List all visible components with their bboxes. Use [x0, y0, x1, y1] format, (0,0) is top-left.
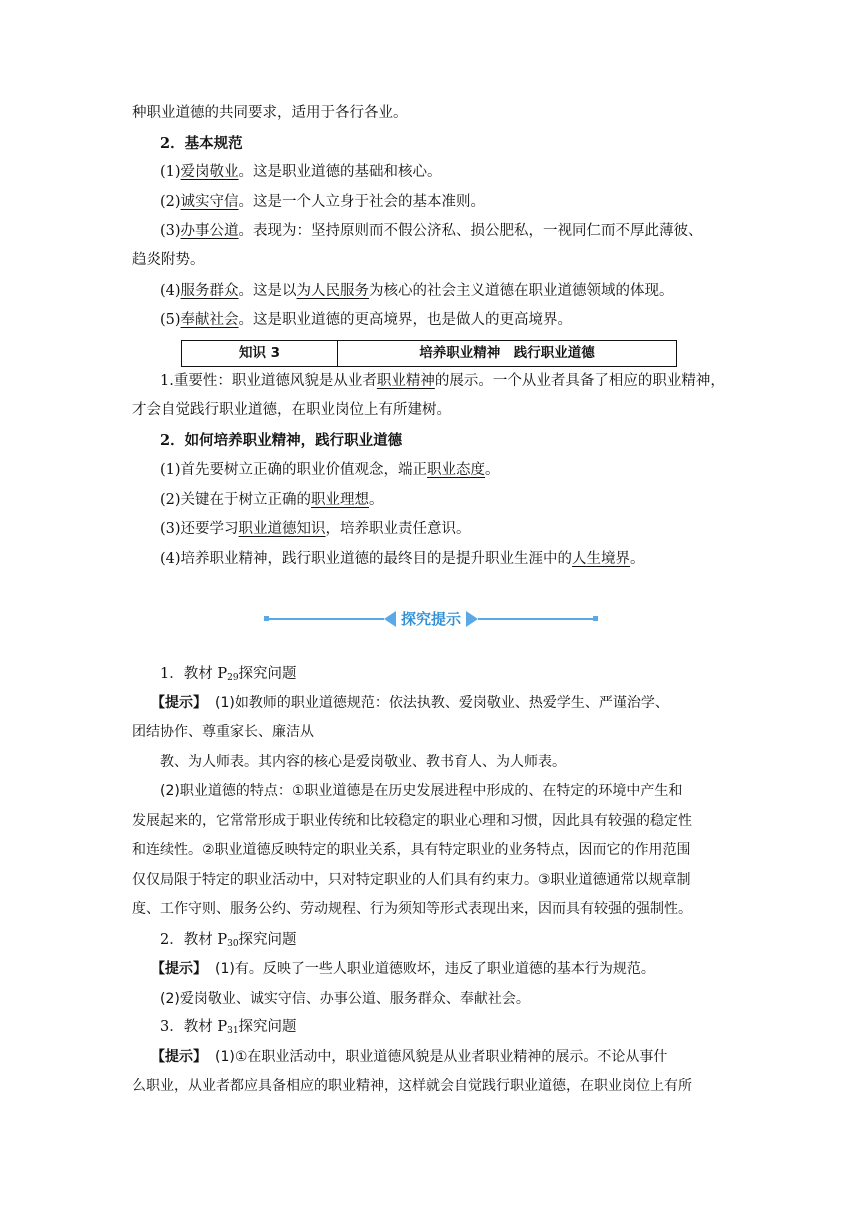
knowledge-table — [181, 340, 677, 367]
norm-item-3-continuation: 趋炎附势。 — [132, 252, 205, 268]
norm-item-1: (1)爱岗敬业。这是职业道德的基础和核心。 — [160, 164, 442, 180]
question-3-tip-line2: 么职业，从业者都应具备相应的职业精神，这样就会自觉践行职业道德，在职业岗位上有所 — [132, 1078, 692, 1094]
tip-tag: 【提示】 — [151, 695, 207, 711]
triangle-right-icon — [466, 611, 478, 627]
underlined-term: 职业态度 — [427, 462, 486, 478]
importance-continuation: 才会自觉践行职业道德，在职业岗位上有所建树。 — [132, 402, 451, 418]
question-1-title: 1．教材 $P_{29}$探究问题 — [160, 666, 297, 683]
underlined-term: 职业道德知识 — [238, 521, 326, 537]
underlined-term: 奉献社会 — [180, 312, 239, 328]
tip-tag: 【提示】 — [151, 961, 207, 977]
norm-item-2: (2)诚实守信。这是一个人立身于社会的基本准则。 — [160, 194, 486, 210]
knowledge-number: 知识 3 — [182, 341, 338, 366]
question-1-part2-line3: 和连续性。②职业道德反映特定的职业关系，具有特定职业的业务特点，因而它的作用范围 — [132, 842, 691, 858]
how-item-2: (2)关键在于树立正确的职业理想。 — [160, 492, 384, 508]
question-1-tip: 【提示】 (1)如教师的职业道德规范：依法执教、爱岗敬业、热爱学生、严谨治学、 — [151, 695, 669, 711]
section-banner — [264, 608, 598, 630]
banner-rule-right — [478, 618, 598, 620]
norm-item-5: (5)奉献社会。这是职业道德的更高境界，也是做人的更高境界。 — [160, 312, 573, 328]
triangle-left-icon — [384, 611, 396, 627]
underlined-term: 办事公道 — [180, 223, 239, 239]
question-2-title: 2．教材 $P_{30}$探究问题 — [160, 932, 297, 949]
subheading-how-to: 2．如何培养职业精神，践行职业道德 — [160, 432, 403, 449]
banner-rule-left — [264, 618, 384, 620]
underlined-term: 服务群众 — [180, 283, 239, 299]
question-1-tip-line3: 教、为人师表。其内容的核心是爱岗敬业、教书育人、为人师表。 — [160, 754, 566, 770]
question-1-tip-line2: 团结协作、尊重家长、廉洁从 — [132, 724, 314, 740]
knowledge-title: 培养职业精神 践行职业道德 — [419, 345, 595, 361]
question-1-part2-line5: 度、工作守则、服务公约、劳动规程、行为须知等形式表现出来，因而具有较强的强制性。 — [132, 901, 692, 917]
importance-paragraph: 1.重要性：职业道德风貌是从业者职业精神的展示。一个从业者具备了相应的职业精神， — [160, 373, 725, 389]
underlined-term: 职业精神 — [376, 373, 435, 389]
banner-title: 探究提示 — [400, 610, 461, 628]
norm-item-4: (4)服务群众。这是以为人民服务为核心的社会主义道德在职业道德领域的体现。 — [160, 283, 674, 299]
question-3-tip: 【提示】 (1)①在职业活动中，职业道德风貌是从业者职业精神的展示。不论从事什 — [151, 1049, 668, 1065]
how-item-3: (3)还要学习职业道德知识，培养职业责任意识。 — [160, 521, 471, 537]
how-item-4: (4)培养职业精神，践行职业道德的最终目的是提升职业生涯中的人生境界。 — [160, 551, 645, 567]
question-2-part2: (2)爱岗敬业、诚实守信、办事公道、服务群众、奉献社会。 — [160, 991, 530, 1007]
how-item-1: (1)首先要树立正确的职业价值观念，端正职业态度。 — [160, 462, 500, 478]
question-1-part2-line1: (2)职业道德的特点：①职业道德是在历史发展进程中形成的、在特定的环境中产生和 — [160, 783, 683, 799]
question-1-part2-line2: 发展起来的，它常常形成于职业传统和比较稳定的职业心理和习惯，因此具有较强的稳定性 — [132, 813, 692, 829]
question-2-tip: 【提示】 (1)有。反映了一些人职业道德败坏，违反了职业道德的基本行为规范。 — [151, 961, 655, 977]
underlined-term: 诚实守信 — [180, 194, 239, 210]
underlined-term: 爱岗敬业 — [180, 164, 239, 180]
norm-item-3: (3)办事公道。表现为：坚持原则而不假公济私、损公肥私，一视同仁而不厚此薄彼、 — [160, 223, 703, 239]
question-3-title: 3．教材 $P_{31}$探究问题 — [160, 1019, 297, 1036]
underlined-term: 职业理想 — [311, 492, 370, 508]
underlined-term: 为人民服务 — [296, 283, 370, 299]
subheading-basic-norms: 2．基本规范 — [160, 135, 243, 152]
banner-dot-right — [593, 616, 598, 621]
underlined-term: 人生境界 — [572, 551, 631, 567]
question-1-part2-line4: 仅仅局限于特定的职业活动中，只对特定职业的人们具有约束力。③职业道德通常以规章制 — [132, 872, 691, 888]
paragraph-continuation: 种职业道德的共同要求，适用于各行各业。 — [132, 105, 408, 121]
tip-tag: 【提示】 — [151, 1049, 207, 1065]
